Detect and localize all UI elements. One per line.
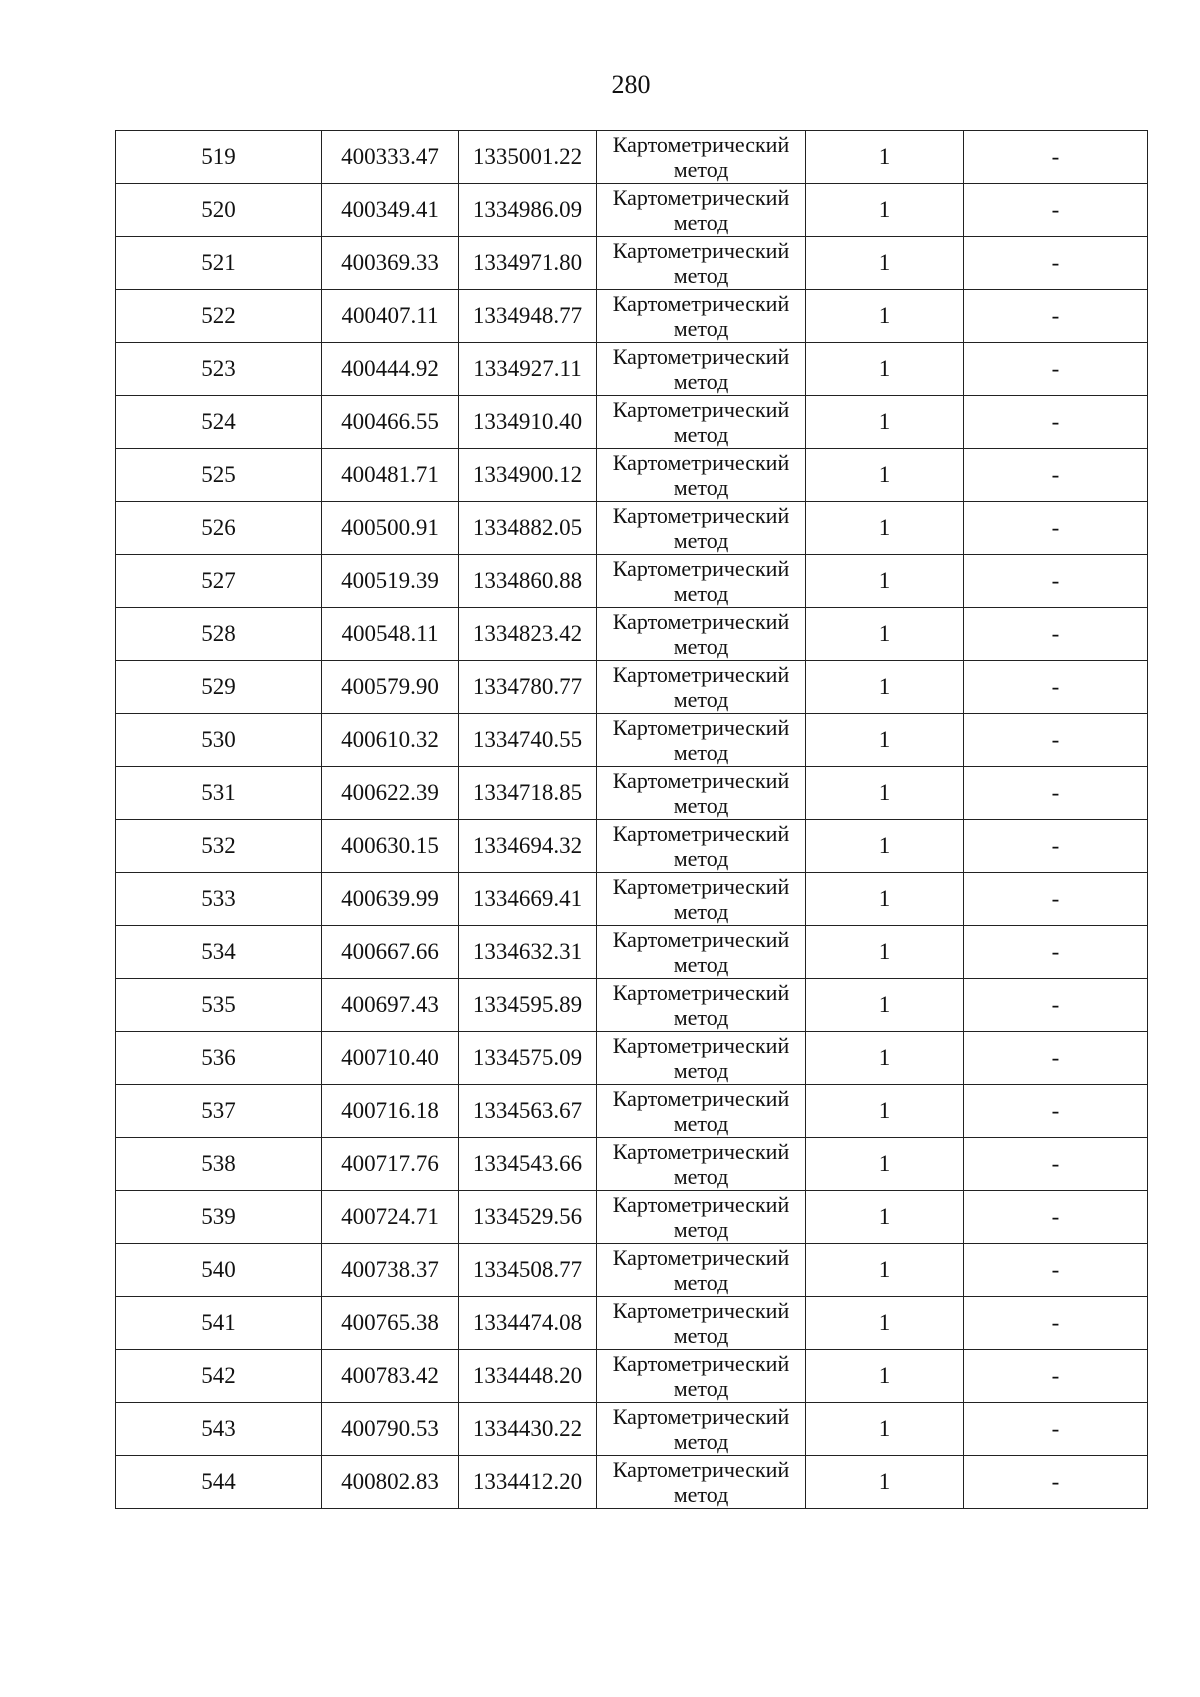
method-line-1: Картометрический: [612, 344, 790, 369]
note-cell: -: [964, 714, 1148, 767]
x-coordinate-cell: 400579.90: [322, 661, 459, 714]
method-line-1: Картометрический: [612, 556, 790, 581]
table-row: [116, 1138, 1148, 1191]
point-number-cell: 531: [116, 767, 322, 820]
table-row: [116, 926, 1148, 979]
accuracy-cell: 1: [806, 767, 964, 820]
point-number-cell: 529: [116, 661, 322, 714]
y-coordinate-cell: 1334430.22: [459, 1403, 597, 1456]
accuracy-cell: 1: [806, 873, 964, 926]
y-coordinate-cell: 1334948.77: [459, 290, 597, 343]
point-number-cell: 535: [116, 979, 322, 1032]
accuracy-cell: 1: [806, 1191, 964, 1244]
accuracy-cell: 1: [806, 1138, 964, 1191]
note-cell: -: [964, 555, 1148, 608]
method-line-1: Картометрический: [612, 1086, 790, 1111]
x-coordinate-cell: 400333.47: [322, 131, 459, 184]
method-line-2: метод: [673, 157, 729, 182]
method-line-2: метод: [673, 952, 729, 977]
point-number-cell: 523: [116, 343, 322, 396]
x-coordinate-cell: 400667.66: [322, 926, 459, 979]
accuracy-cell: 1: [806, 449, 964, 502]
x-coordinate-cell: 400622.39: [322, 767, 459, 820]
note-cell: -: [964, 767, 1148, 820]
table-row: [116, 502, 1148, 555]
y-coordinate-cell: 1334474.08: [459, 1297, 597, 1350]
method-line-2: метод: [673, 1164, 729, 1189]
table-row: [116, 1403, 1148, 1456]
y-coordinate-cell: 1334543.66: [459, 1138, 597, 1191]
note-cell: -: [964, 661, 1148, 714]
accuracy-cell: 1: [806, 184, 964, 237]
x-coordinate-cell: 400407.11: [322, 290, 459, 343]
method-line-2: метод: [673, 422, 729, 447]
table-row: [116, 237, 1148, 290]
method-cell: [597, 237, 806, 290]
y-coordinate-cell: 1334823.42: [459, 608, 597, 661]
y-coordinate-cell: 1334927.11: [459, 343, 597, 396]
accuracy-cell: 1: [806, 1032, 964, 1085]
table-row: [116, 820, 1148, 873]
accuracy-cell: 1: [806, 396, 964, 449]
point-number-cell: 527: [116, 555, 322, 608]
note-cell: -: [964, 131, 1148, 184]
table-row: [116, 184, 1148, 237]
table-row: [116, 767, 1148, 820]
x-coordinate-cell: 400481.71: [322, 449, 459, 502]
x-coordinate-cell: 400710.40: [322, 1032, 459, 1085]
method-line-1: Картометрический: [612, 927, 790, 952]
note-cell: -: [964, 1350, 1148, 1403]
method-line-1: Картометрический: [612, 1139, 790, 1164]
x-coordinate-cell: 400519.39: [322, 555, 459, 608]
x-coordinate-cell: 400802.83: [322, 1456, 459, 1509]
table-row: [116, 1085, 1148, 1138]
method-line-2: метод: [673, 475, 729, 500]
method-cell: [597, 1350, 806, 1403]
note-cell: -: [964, 237, 1148, 290]
accuracy-cell: 1: [806, 502, 964, 555]
point-number-cell: 522: [116, 290, 322, 343]
method-cell: [597, 873, 806, 926]
accuracy-cell: 1: [806, 979, 964, 1032]
method-line-2: метод: [673, 1376, 729, 1401]
table-row: [116, 1032, 1148, 1085]
method-line-1: Картометрический: [612, 132, 790, 157]
method-line-1: Картометрический: [612, 1404, 790, 1429]
method-cell: [597, 1297, 806, 1350]
y-coordinate-cell: 1334910.40: [459, 396, 597, 449]
method-line-2: метод: [673, 1111, 729, 1136]
method-line-2: метод: [673, 316, 729, 341]
y-coordinate-cell: 1334718.85: [459, 767, 597, 820]
note-cell: -: [964, 449, 1148, 502]
y-coordinate-cell: 1334563.67: [459, 1085, 597, 1138]
x-coordinate-cell: 400369.33: [322, 237, 459, 290]
accuracy-cell: 1: [806, 555, 964, 608]
method-cell: [597, 131, 806, 184]
method-line-1: Картометрический: [612, 291, 790, 316]
x-coordinate-cell: 400724.71: [322, 1191, 459, 1244]
method-line-2: метод: [673, 793, 729, 818]
point-number-cell: 538: [116, 1138, 322, 1191]
method-cell: [597, 184, 806, 237]
point-number-cell: 544: [116, 1456, 322, 1509]
method-cell: [597, 1244, 806, 1297]
method-cell: [597, 1032, 806, 1085]
point-number-cell: 519: [116, 131, 322, 184]
x-coordinate-cell: 400790.53: [322, 1403, 459, 1456]
point-number-cell: 537: [116, 1085, 322, 1138]
method-line-1: Картометрический: [612, 1351, 790, 1376]
table-row: [116, 979, 1148, 1032]
accuracy-cell: 1: [806, 1456, 964, 1509]
y-coordinate-cell: 1334740.55: [459, 714, 597, 767]
x-coordinate-cell: 400349.41: [322, 184, 459, 237]
note-cell: -: [964, 343, 1148, 396]
accuracy-cell: 1: [806, 926, 964, 979]
method-line-2: метод: [673, 1270, 729, 1295]
method-cell: [597, 926, 806, 979]
point-number-cell: 539: [116, 1191, 322, 1244]
method-cell: [597, 343, 806, 396]
method-line-1: Картометрический: [612, 874, 790, 899]
method-cell: [597, 1085, 806, 1138]
point-number-cell: 542: [116, 1350, 322, 1403]
accuracy-cell: 1: [806, 1244, 964, 1297]
method-cell: [597, 555, 806, 608]
point-number-cell: 524: [116, 396, 322, 449]
note-cell: -: [964, 1244, 1148, 1297]
y-coordinate-cell: 1334632.31: [459, 926, 597, 979]
y-coordinate-cell: 1334971.80: [459, 237, 597, 290]
table-row: [116, 449, 1148, 502]
accuracy-cell: 1: [806, 714, 964, 767]
note-cell: -: [964, 1297, 1148, 1350]
y-coordinate-cell: 1334694.32: [459, 820, 597, 873]
method-line-1: Картометрический: [612, 1457, 790, 1482]
method-line-1: Картометрический: [612, 609, 790, 634]
method-cell: [597, 396, 806, 449]
y-coordinate-cell: 1335001.22: [459, 131, 597, 184]
point-number-cell: 530: [116, 714, 322, 767]
x-coordinate-cell: 400500.91: [322, 502, 459, 555]
x-coordinate-cell: 400630.15: [322, 820, 459, 873]
note-cell: -: [964, 290, 1148, 343]
y-coordinate-cell: 1334529.56: [459, 1191, 597, 1244]
table-row: [116, 1191, 1148, 1244]
y-coordinate-cell: 1334860.88: [459, 555, 597, 608]
method-cell: [597, 661, 806, 714]
y-coordinate-cell: 1334575.09: [459, 1032, 597, 1085]
accuracy-cell: 1: [806, 820, 964, 873]
method-cell: [597, 1456, 806, 1509]
table-row: [116, 714, 1148, 767]
method-line-2: метод: [673, 581, 729, 606]
method-cell: [597, 1138, 806, 1191]
x-coordinate-cell: 400697.43: [322, 979, 459, 1032]
x-coordinate-cell: 400717.76: [322, 1138, 459, 1191]
method-cell: [597, 1403, 806, 1456]
table-row: [116, 1297, 1148, 1350]
note-cell: -: [964, 502, 1148, 555]
table-row: [116, 1244, 1148, 1297]
method-line-1: Картометрический: [612, 1192, 790, 1217]
method-line-1: Картометрический: [612, 450, 790, 475]
method-line-2: метод: [673, 1217, 729, 1242]
accuracy-cell: 1: [806, 237, 964, 290]
table-row: [116, 1456, 1148, 1509]
note-cell: -: [964, 820, 1148, 873]
point-number-cell: 541: [116, 1297, 322, 1350]
y-coordinate-cell: 1334780.77: [459, 661, 597, 714]
method-line-1: Картометрический: [612, 185, 790, 210]
point-number-cell: 532: [116, 820, 322, 873]
x-coordinate-cell: 400716.18: [322, 1085, 459, 1138]
x-coordinate-cell: 400639.99: [322, 873, 459, 926]
point-number-cell: 520: [116, 184, 322, 237]
note-cell: -: [964, 1456, 1148, 1509]
x-coordinate-cell: 400738.37: [322, 1244, 459, 1297]
accuracy-cell: 1: [806, 290, 964, 343]
x-coordinate-cell: 400548.11: [322, 608, 459, 661]
table-row: [116, 608, 1148, 661]
method-line-1: Картометрический: [612, 503, 790, 528]
note-cell: -: [964, 1403, 1148, 1456]
method-line-2: метод: [673, 687, 729, 712]
method-line-1: Картометрический: [612, 715, 790, 740]
method-line-2: метод: [673, 263, 729, 288]
page-number: 280: [611, 70, 651, 99]
point-number-cell: 533: [116, 873, 322, 926]
y-coordinate-cell: 1334448.20: [459, 1350, 597, 1403]
note-cell: -: [964, 1085, 1148, 1138]
point-number-cell: 543: [116, 1403, 322, 1456]
method-line-2: метод: [673, 1482, 729, 1507]
table-body: [116, 131, 1148, 1509]
x-coordinate-cell: 400765.38: [322, 1297, 459, 1350]
y-coordinate-cell: 1334986.09: [459, 184, 597, 237]
table-row: [116, 396, 1148, 449]
method-cell: [597, 979, 806, 1032]
accuracy-cell: 1: [806, 1085, 964, 1138]
method-cell: [597, 714, 806, 767]
table-row: [116, 343, 1148, 396]
point-number-cell: 525: [116, 449, 322, 502]
accuracy-cell: 1: [806, 131, 964, 184]
coordinates-table: [115, 130, 1148, 1509]
table-row: [116, 555, 1148, 608]
note-cell: -: [964, 1138, 1148, 1191]
method-line-2: метод: [673, 1005, 729, 1030]
method-line-2: метод: [673, 369, 729, 394]
method-cell: [597, 767, 806, 820]
method-line-1: Картометрический: [612, 821, 790, 846]
note-cell: -: [964, 979, 1148, 1032]
table-row: [116, 290, 1148, 343]
table-row: [116, 1350, 1148, 1403]
method-line-2: метод: [673, 899, 729, 924]
note-cell: -: [964, 184, 1148, 237]
method-line-1: Картометрический: [612, 662, 790, 687]
accuracy-cell: 1: [806, 1297, 964, 1350]
accuracy-cell: 1: [806, 1350, 964, 1403]
method-cell: [597, 290, 806, 343]
method-cell: [597, 502, 806, 555]
note-cell: -: [964, 396, 1148, 449]
method-cell: [597, 1191, 806, 1244]
method-line-2: метод: [673, 634, 729, 659]
method-line-2: метод: [673, 1323, 729, 1348]
note-cell: -: [964, 1032, 1148, 1085]
table-row: [116, 661, 1148, 714]
note-cell: -: [964, 873, 1148, 926]
method-line-1: Картометрический: [612, 980, 790, 1005]
note-cell: -: [964, 926, 1148, 979]
point-number-cell: 534: [116, 926, 322, 979]
point-number-cell: 540: [116, 1244, 322, 1297]
point-number-cell: 526: [116, 502, 322, 555]
point-number-cell: 536: [116, 1032, 322, 1085]
y-coordinate-cell: 1334882.05: [459, 502, 597, 555]
x-coordinate-cell: 400783.42: [322, 1350, 459, 1403]
point-number-cell: 528: [116, 608, 322, 661]
y-coordinate-cell: 1334412.20: [459, 1456, 597, 1509]
note-cell: -: [964, 1191, 1148, 1244]
method-line-2: метод: [673, 1429, 729, 1454]
method-cell: [597, 608, 806, 661]
method-line-1: Картометрический: [612, 238, 790, 263]
x-coordinate-cell: 400610.32: [322, 714, 459, 767]
y-coordinate-cell: 1334900.12: [459, 449, 597, 502]
accuracy-cell: 1: [806, 661, 964, 714]
method-line-1: Картометрический: [612, 397, 790, 422]
method-line-2: метод: [673, 1058, 729, 1083]
table-row: [116, 873, 1148, 926]
method-line-1: Картометрический: [612, 768, 790, 793]
note-cell: -: [964, 608, 1148, 661]
method-line-2: метод: [673, 528, 729, 553]
x-coordinate-cell: 400444.92: [322, 343, 459, 396]
method-line-2: метод: [673, 210, 729, 235]
accuracy-cell: 1: [806, 343, 964, 396]
accuracy-cell: 1: [806, 608, 964, 661]
y-coordinate-cell: 1334669.41: [459, 873, 597, 926]
method-line-2: метод: [673, 740, 729, 765]
accuracy-cell: 1: [806, 1403, 964, 1456]
y-coordinate-cell: 1334595.89: [459, 979, 597, 1032]
method-line-1: Картометрический: [612, 1033, 790, 1058]
method-line-2: метод: [673, 846, 729, 871]
method-line-1: Картометрический: [612, 1298, 790, 1323]
method-cell: [597, 820, 806, 873]
point-number-cell: 521: [116, 237, 322, 290]
y-coordinate-cell: 1334508.77: [459, 1244, 597, 1297]
x-coordinate-cell: 400466.55: [322, 396, 459, 449]
method-line-1: Картометрический: [612, 1245, 790, 1270]
method-cell: [597, 449, 806, 502]
table-row: [116, 131, 1148, 184]
